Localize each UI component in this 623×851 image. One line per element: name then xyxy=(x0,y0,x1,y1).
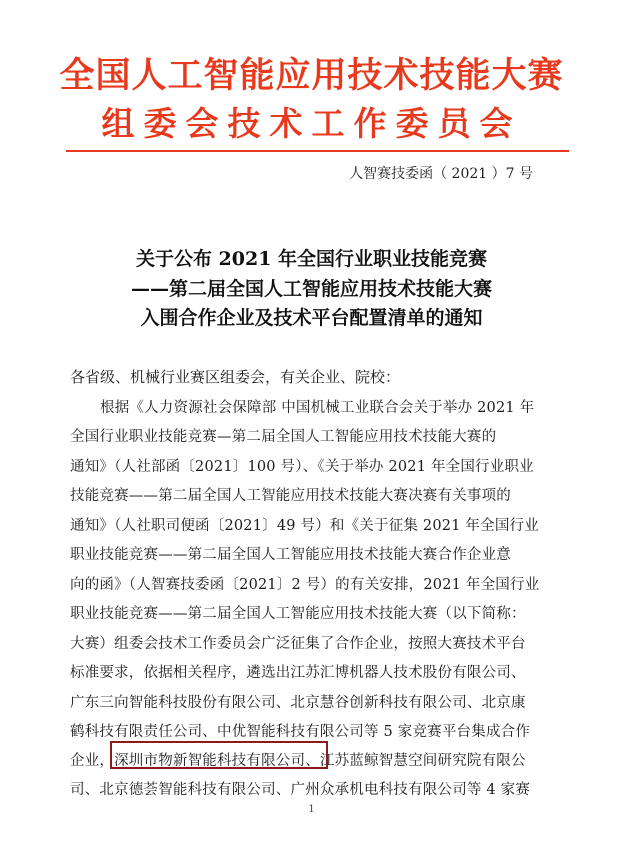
body-line: 大赛）组委会技术工作委员会广泛征集了合作企业，按照大赛技术平台 xyxy=(70,636,526,652)
body-line: 标准要求，依据相关程序，遴选出江苏汇博机器人技术股份有限公司、 xyxy=(70,665,526,681)
highlight-box xyxy=(110,741,328,769)
notice-title-line2: ——第二届全国人工智能应用技术技能大赛 xyxy=(130,278,492,300)
body-line: 根据《人力资源社会保障部 中国机械工业联合会关于举办 2021 年 xyxy=(100,400,535,416)
body-line: 技能竞赛——第二届全国人工智能应用技术技能大赛决赛有关事项的 xyxy=(70,488,511,504)
body-line: 鹤科技有限责任公司、中优智能科技有限公司等 5 家竞赛平台集成合作 xyxy=(70,724,531,740)
salutation: 各省级、机械行业赛区组委会，有关企业、院校： xyxy=(70,368,401,386)
body-line: 通知》（人社职司便函〔2021〕49 号）和《关于征集 2021 年全国行业 xyxy=(70,518,539,534)
body-line: 职业技能竞赛——第二届全国人工智能应用技术技能大赛（以下简称： xyxy=(70,606,526,622)
body-line: 广东三向智能科技股份有限公司、北京慧谷创新科技有限公司、北京康 xyxy=(70,695,526,711)
body-line: 企业，深圳市物新智能科技有限公司、江苏蓝鲸智慧空间研究院有限公 xyxy=(70,753,526,769)
body-line: 向的函》（人智赛技委函〔2021〕2 号）的有关安排，2021 年全国行业 xyxy=(70,577,540,593)
header-divider xyxy=(66,150,569,152)
notice-title-line1: 关于公布 2021 年全国行业职业技能竞赛 xyxy=(135,248,488,270)
issuer-name-line2: 组委会技术工作委员会 xyxy=(101,104,522,143)
body-line: 职业技能竞赛——第二届全国人工智能应用技术技能大赛合作企业意 xyxy=(70,547,511,563)
body-line: 全国行业职业技能竞赛—第二届全国人工智能应用技术技能大赛的 xyxy=(70,429,497,445)
page-number: 1 xyxy=(308,804,315,815)
body-line: 司、北京德荟智能科技有限公司、广州众承机电科技有限公司等 4 家赛 xyxy=(70,782,531,798)
issuer-name-line1: 全国人工智能应用技术技能大赛 xyxy=(59,56,564,96)
document-number: 人智赛技委函（ 2021 ）7 号 xyxy=(349,166,533,182)
body-line: 通知》（人社部函〔2021〕100 号）、《关于举办 2021 年全国行业职业 xyxy=(70,459,534,475)
notice-title-line3: 入围合作企业及技术平台配置清单的通知 xyxy=(140,307,483,329)
